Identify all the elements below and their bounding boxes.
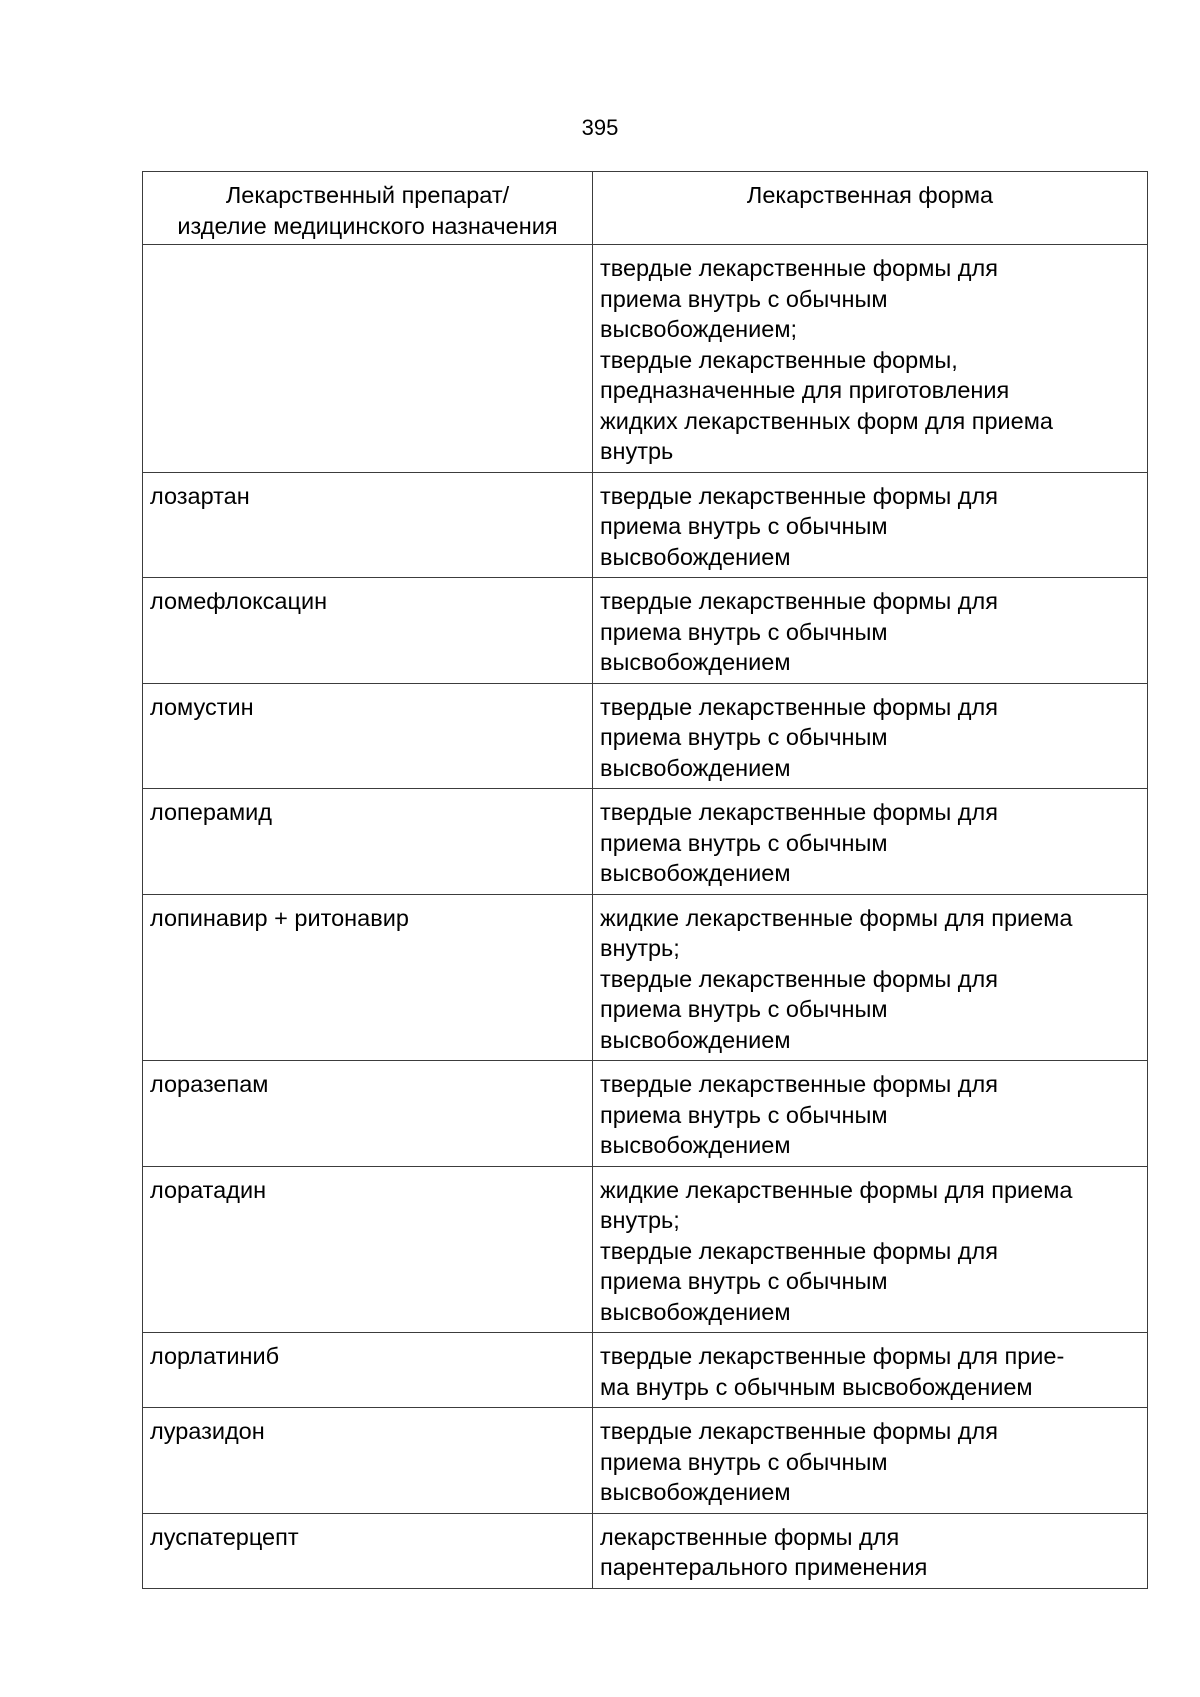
dosage-form-line: приема внутрь с обычным	[600, 829, 888, 856]
drug-name-cell	[143, 578, 593, 684]
table-body	[143, 245, 1148, 1589]
header-form-line: Лекарственная форма	[746, 182, 994, 208]
page-number: 395	[581, 115, 619, 140]
dosage-form-cell	[593, 472, 1148, 578]
dosage-form-line: внутрь	[600, 438, 674, 464]
drug-name-cell	[143, 245, 593, 473]
dosage-form-line: приема внутрь с обычным	[600, 1448, 888, 1475]
dosage-form-line: жидкие лекарственные формы для приема	[600, 904, 1073, 931]
dosage-form-cell	[593, 789, 1148, 895]
dosage-form-line: ма внутрь с обычным высвобождением	[600, 1373, 1033, 1400]
header-drug-column	[143, 172, 593, 245]
dosage-form-line: приема внутрь с обычным	[600, 285, 888, 312]
dosage-form-line: твердые лекарственные формы для	[600, 693, 998, 720]
dosage-form-line: твердые лекарственные формы для	[600, 255, 998, 281]
drug-name-cell	[143, 1513, 593, 1588]
drug-name: лоразепам	[150, 1071, 269, 1097]
table-row	[143, 472, 1148, 578]
dosage-form-line: высвобождением	[600, 543, 791, 570]
dosage-form-line: твердые лекарственные формы для	[600, 1237, 998, 1264]
dosage-form-line: высвобождением;	[600, 316, 798, 342]
dosage-form-line: лекарственные формы для	[600, 1523, 900, 1550]
dosage-form-cell	[593, 245, 1148, 473]
dosage-form-line: приема внутрь с обычным	[600, 724, 888, 750]
drug-name: ломустин	[150, 693, 254, 720]
dosage-form-line: предназначенные для приготовления	[600, 377, 1010, 403]
header-form-column	[593, 172, 1148, 245]
dosage-form-line: жидких лекарственных форм для приема	[600, 407, 1053, 434]
dosage-form-cell	[593, 1513, 1148, 1588]
header-drug-line: Лекарственный препарат/	[225, 182, 510, 208]
dosage-form-line: высвобождением	[600, 1026, 791, 1053]
table-header-row	[143, 172, 1148, 245]
drug-table	[142, 171, 1148, 1589]
dosage-form-line: твердые лекарственные формы для	[600, 799, 998, 825]
drug-name-cell	[143, 1061, 593, 1167]
drug-name: луразидон	[150, 1418, 265, 1444]
dosage-form-cell	[593, 1061, 1148, 1167]
dosage-form-line: твердые лекарственные формы для	[600, 965, 998, 992]
dosage-form-line: высвобождением	[600, 754, 791, 781]
table-row	[143, 1166, 1148, 1333]
dosage-form-line: приема внутрь с обычным	[600, 996, 888, 1022]
table-row	[143, 245, 1148, 473]
drug-name: лопинавир + ритонавир	[150, 904, 409, 931]
drug-name: ломефлоксацин	[150, 588, 328, 614]
dosage-form-line: твердые лекарственные формы для	[600, 1418, 998, 1444]
drug-name-cell	[143, 683, 593, 789]
drug-name: лорлатиниб	[150, 1343, 280, 1369]
dosage-form-line: парентерального применения	[600, 1554, 928, 1580]
table-row	[143, 1513, 1148, 1588]
dosage-form-line: жидкие лекарственные формы для приема	[600, 1176, 1073, 1203]
drug-name-cell	[143, 1166, 593, 1333]
table-row	[143, 894, 1148, 1061]
dosage-form-line: твердые лекарственные формы для прие-	[600, 1343, 1065, 1369]
table-row	[143, 578, 1148, 684]
drug-name-cell	[143, 789, 593, 895]
dosage-form-line: приема внутрь с обычным	[600, 1268, 888, 1294]
dosage-form-line: высвобождением	[600, 1298, 791, 1325]
table-row	[143, 1333, 1148, 1408]
drug-name: лозартан	[150, 482, 250, 509]
drug-name-cell	[143, 1408, 593, 1514]
dosage-form-cell	[593, 1166, 1148, 1333]
dosage-form-cell	[593, 1408, 1148, 1514]
table-row	[143, 683, 1148, 789]
dosage-form-line: приема внутрь с обычным	[600, 618, 888, 645]
dosage-form-line: твердые лекарственные формы,	[600, 346, 958, 373]
dosage-form-line: внутрь;	[600, 1207, 680, 1233]
dosage-form-line: внутрь;	[600, 935, 680, 961]
table-row	[143, 1408, 1148, 1514]
dosage-form-line: твердые лекарственные формы для	[600, 482, 998, 509]
dosage-form-line: твердые лекарственные формы для	[600, 1071, 998, 1097]
dosage-form-line: высвобождением	[600, 860, 791, 886]
dosage-form-cell	[593, 578, 1148, 684]
dosage-form-line: высвобождением	[600, 649, 791, 675]
dosage-form-line: твердые лекарственные формы для	[600, 588, 998, 614]
dosage-form-line: высвобождением	[600, 1132, 791, 1158]
dosage-form-line: приема внутрь с обычным	[600, 513, 888, 539]
dosage-form-cell	[593, 683, 1148, 789]
dosage-form-cell	[593, 894, 1148, 1061]
drug-name-cell	[143, 894, 593, 1061]
dosage-form-line: высвобождением	[600, 1479, 791, 1505]
table-row	[143, 1061, 1148, 1167]
dosage-form-line: приема внутрь с обычным	[600, 1101, 888, 1128]
drug-name: луспатерцепт	[150, 1523, 299, 1550]
drug-name: лоперамид	[150, 799, 272, 825]
drug-name-cell	[143, 1333, 593, 1408]
drug-name-cell	[143, 472, 593, 578]
dosage-form-cell	[593, 1333, 1148, 1408]
drug-name: лоратадин	[150, 1176, 267, 1203]
table-row	[143, 789, 1148, 895]
header-drug-line: изделие медицинского назначения	[177, 212, 558, 239]
